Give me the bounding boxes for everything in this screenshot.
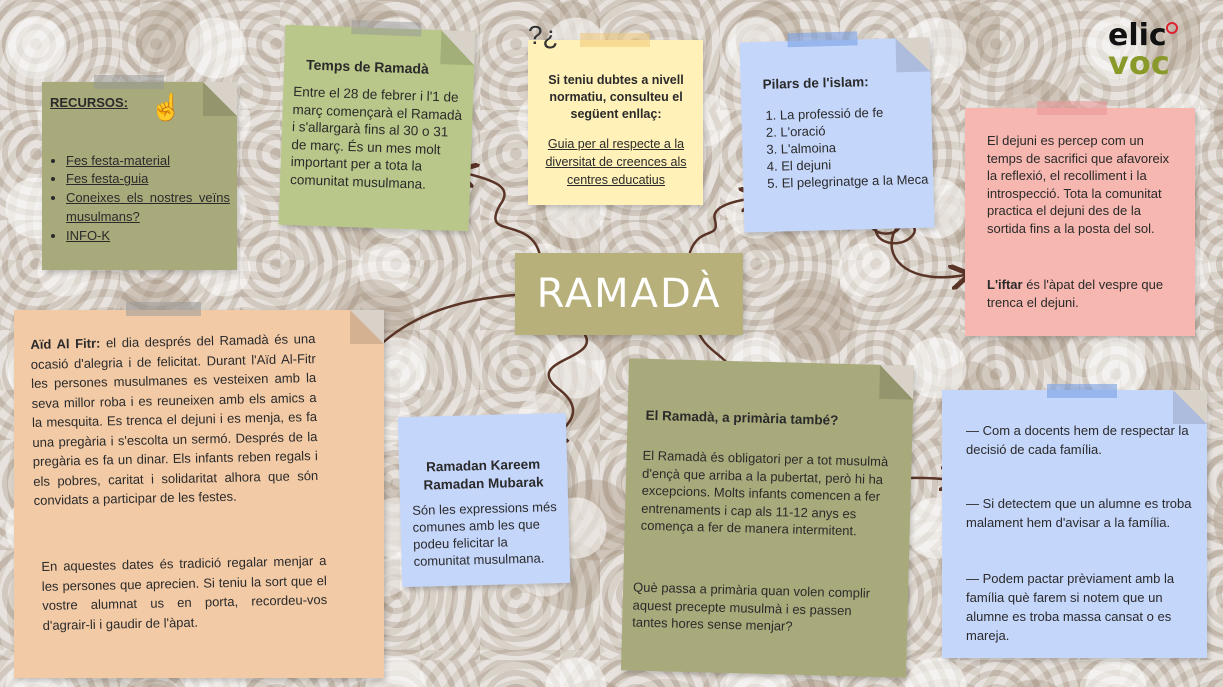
note-fold (440, 30, 475, 65)
pilars-note (740, 38, 935, 233)
kareem-title2: Ramadan Mubarak (423, 474, 544, 493)
note-fold (1173, 390, 1207, 424)
tape (94, 75, 164, 89)
tape (1047, 384, 1117, 398)
list-item: 1. La professió de fe (765, 103, 935, 124)
tape (580, 33, 650, 47)
docents-item-2: — Si detectem que un alumne es troba malament hem d'avisar a la família. (966, 496, 1192, 530)
aid-title: Aïd Al Fitr: (30, 335, 101, 352)
aid-p1 (30, 329, 319, 510)
dubtes-title: Si teniu dubtes a nivell normatiu, consulteu el següent enllaç: (548, 73, 684, 121)
tape (351, 20, 421, 36)
aid-p2: En aquestes dates és tradició regalar menjar a les persones que aprecien. Si teniu la sort que el vostre alumnat us en porta, recordeu-vos d'agrair-li i gaudir de l'àpat. (41, 553, 328, 633)
center-title-text: RAMADÀ (536, 271, 722, 317)
list-item (66, 152, 230, 171)
tape (787, 31, 857, 47)
iftar-term: L'iftar (987, 277, 1023, 292)
ramada-center-title (515, 253, 743, 335)
kareem-body: Són les expressions més comunes amb les que podeu felicitar la comunitat musulmana. (412, 499, 557, 569)
list-item: 4. El dejuni (767, 154, 937, 175)
pilars-list (765, 103, 937, 192)
note-fold (350, 310, 384, 344)
logo-line2: voc (1108, 44, 1170, 82)
aid-p1-text: el dia després del Ramadà és una ocasió d'alegria i de felicitat. Durant l'Aïd Al-Fitr les persones musulmanes es vesteixen amb la seva millor roba i es reuneixen amb els amics a la mesquita. Es trenca el dejuni i es menja, es fa una pregària i s'escolta un sermó. Després de la pregària es fa un dinar. Els infants reben regals i els pobres, caritat i solidaritat alhora que són convidats a participar de les festes. (30, 331, 319, 508)
dejuni-p1: El dejuni es percep com un temps de sacrifici que afavoreix la reflexió, el recolliment i la introspecció. Tota la comunitat practica el dejuni des de la sortida fins a la posta del sol. (987, 133, 1170, 236)
question-marks-icon: ?¿ (528, 20, 559, 50)
primaria-p2: Què passa a primària quan volen complir aquest precepte musulmà i es passen tantes hores sense menjar? (632, 579, 871, 634)
recursos-list (50, 152, 230, 246)
list-item: 3. L'almoina (766, 137, 936, 158)
primaria-title: El Ramadà, a primària també? (645, 407, 839, 428)
primaria-note (621, 358, 914, 677)
aid-note (14, 310, 384, 678)
list-item (66, 227, 230, 246)
link-info-k[interactable]: INFO-K (66, 227, 111, 243)
logo-line1: elic (1108, 18, 1167, 53)
primaria-p1: El Ramadà és obligatori per a tot musulmà d'ençà que arriba a la pubertat, però hi ha excepcions. Molts infants comencen a fer entrenaments i cap als 11-12 anys es comença a fer de manera intermitent. (640, 447, 889, 539)
list-item: 5. El pelegrinatge a la Meca (767, 171, 937, 192)
list-item (66, 189, 230, 227)
recursos-title: RECURSOS: (50, 95, 129, 110)
tape (126, 302, 201, 316)
dubtes-note (528, 20, 703, 205)
link-coneixes-veins[interactable]: Coneixes els nostres veïns musulmans? (66, 190, 230, 225)
link-fes-festa-guia[interactable]: Fes festa-guia (66, 171, 149, 187)
iftar-rest: és l'àpat del vespre que trenca el dejuni. (987, 277, 1164, 310)
kareem-note (398, 413, 570, 587)
docents-item-3: — Podem pactar prèviament amb la família què farem si notem que un alumne es troba massa cansat o es mareja. (966, 571, 1175, 643)
temps-note (279, 25, 476, 232)
dejuni-note (965, 108, 1195, 336)
docents-note (942, 390, 1207, 658)
temps-body: Entre el 28 de febrer i l'1 de març començarà el Ramadà i s'allargarà fins al 30 o 31 de març. És un mes molt important per a tota la comunitat musulmana. (289, 84, 463, 192)
guia-respecte-link[interactable]: Guia per al respecte a la diversitat de creences als centres educatius (545, 137, 687, 188)
pointer-hand-icon: ☝ (150, 92, 183, 122)
note-fold (879, 365, 914, 400)
tape (1037, 101, 1107, 115)
list-item: 2. L'oració (766, 120, 936, 141)
docents-item-1: — Com a docents hem de respectar la decisió de cada família. (966, 423, 1189, 457)
temps-title: Temps de Ramadà (305, 56, 430, 77)
logo-dot-icon (1166, 22, 1178, 34)
recursos-note (42, 82, 237, 270)
link-fes-festa-material[interactable]: Fes festa-material (66, 152, 171, 168)
list-item (66, 170, 230, 189)
dejuni-p2 (987, 276, 1177, 311)
pilars-title: Pilars de l'islam: (762, 74, 869, 92)
elicvoc-logo (1108, 18, 1170, 82)
note-fold (895, 38, 930, 73)
kareem-title1: Ramadan Kareem (425, 456, 541, 475)
